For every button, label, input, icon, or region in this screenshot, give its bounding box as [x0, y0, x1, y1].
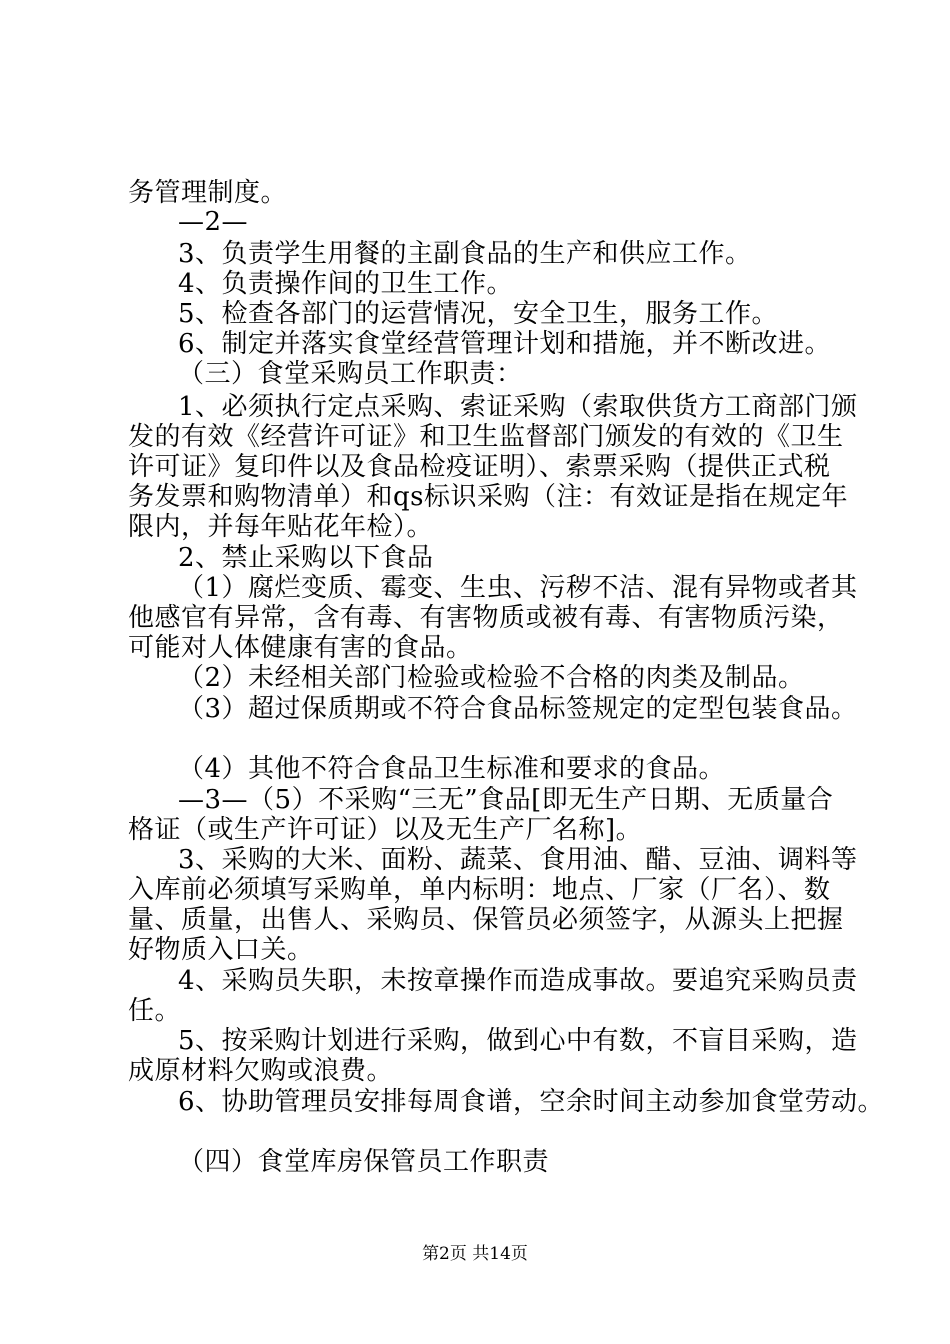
section-heading: （三）食堂采购员工作职责：: [178, 359, 523, 389]
text-line: 格证（或生产许可证）以及无生产厂名称]。: [128, 815, 643, 845]
text-line: 5、按采购计划进行采购，做到心中有数，不盲目采购，造: [178, 1026, 858, 1056]
text-line: 1、必须执行定点采购、索证采购（索取供货方工商部门颁: [178, 392, 858, 422]
text-line: （3）超过保质期或不符合食品标签规定的定型包装食品。: [178, 694, 858, 724]
text-line: （2）未经相关部门检验或检验不合格的肉类及制品。: [178, 663, 805, 693]
text-line: 许可证》复印件以及食品检疫证明）、索票采购（提供正式税: [128, 452, 831, 482]
text-line: 务管理制度。: [128, 178, 288, 208]
text-line: 好物质入口关。: [128, 935, 314, 965]
text-line: 6、协助管理员安排每周食谱，空余时间主动参加食堂劳动。: [178, 1087, 885, 1117]
text-line: 4、负责操作间的卫生工作。: [178, 269, 514, 299]
text-line: （1）腐烂变质、霉变、生虫、污秽不洁、混有异物或者其: [178, 573, 858, 603]
text-line: 4、采购员失职，未按章操作而造成事故。要追究采购员责: [178, 966, 858, 996]
section-heading: （四）食堂库房保管员工作职责: [178, 1147, 550, 1177]
text-line: 入库前必须填写采购单，单内标明：地点、厂家（厂名）、数: [128, 875, 831, 905]
text-line: 6、制定并落实食堂经营管理计划和措施，并不断改进。: [178, 329, 832, 359]
text-line: 5、检查各部门的运营情况，安全卫生，服务工作。: [178, 299, 779, 329]
text-line: 成原材料欠购或浪费。: [128, 1056, 394, 1086]
text-line: 可能对人体健康有害的食品。: [128, 633, 473, 663]
page-footer: 第2页 共14页: [422, 1244, 528, 1264]
text-line: 量、质量，出售人、采购员、保管员必须签字，从源头上把握: [128, 905, 844, 935]
text-line: 限内，并每年贴花年检）。: [128, 512, 434, 542]
text-line: —3—（5）不采购“三无”食品[即无生产日期、无质量合: [178, 785, 834, 815]
text-line: 务发票和购物清单）和qs标识采购（注：有效证是指在规定年: [128, 482, 848, 512]
text-line: 发的有效《经营许可证》和卫生监督部门颁发的有效的《卫生: [128, 422, 844, 452]
text-line: 2、禁止采购以下食品: [178, 543, 434, 573]
text-line: 3、负责学生用餐的主副食品的生产和供应工作。: [178, 239, 752, 269]
text-line: （4）其他不符合食品卫生标准和要求的食品。: [178, 754, 726, 784]
text-line: 3、采购的大米、面粉、蔬菜、食用油、醋、豆油、调料等: [178, 845, 858, 875]
text-line: 任。: [128, 996, 182, 1026]
text-line: 他感官有异常，含有毒、有害物质或被有毒、有害物质污染，: [128, 603, 844, 633]
page-marker: —2—: [178, 207, 249, 237]
